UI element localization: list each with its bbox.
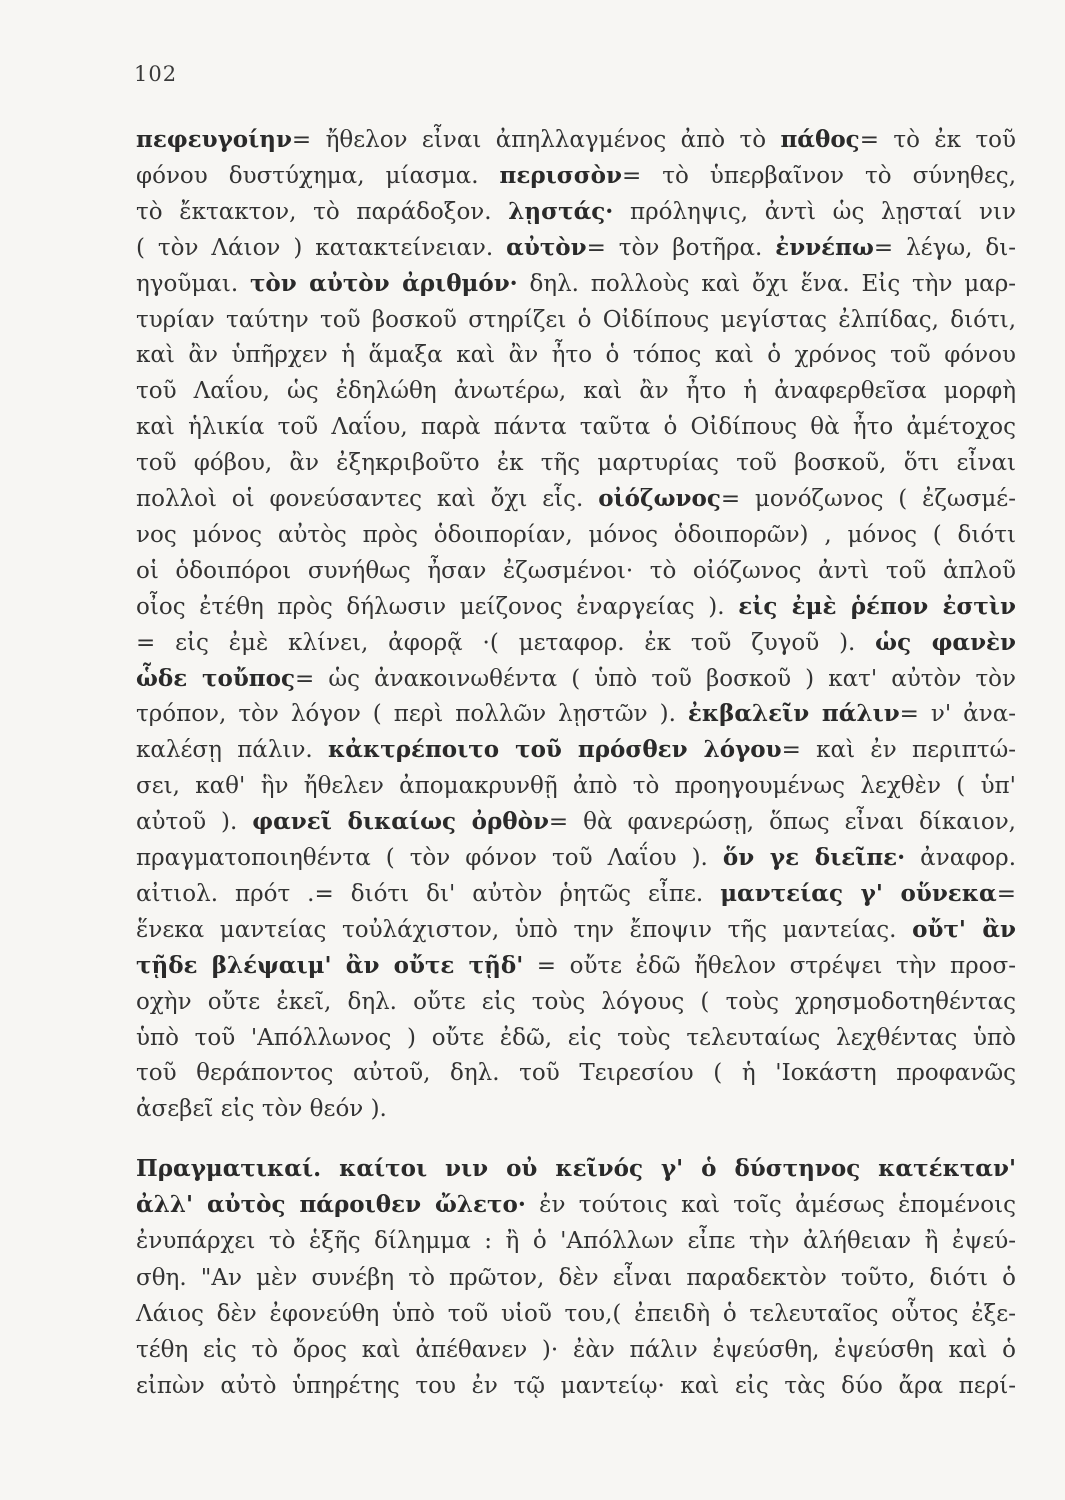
text-line [136,375,1016,407]
text-line [136,447,1016,479]
text-segment: = ὡς ἀνακοινωθέντα ( ὑπὸ τοῦ βοσκοῦ ) κατ' αὐτὸν τὸν [294,665,1017,692]
lemma-term: ὧδε τοὔπος [136,664,295,692]
text-segment: τυρίαν ταύτην τοῦ βοσκοῦ στηρίζει ὁ Οἰδίπους μεγίστας ἐλπίδας, διότι, [136,306,1016,333]
text-segment: = τὸ ὑπερβαῖνον τὸ σύνηθες, [621,162,1017,189]
text-segment: εἰπὼν αὐτὸ ὑπηρέτης του ἐν τῷ μαντείῳ· καὶ εἰς τὰς δύο ἄρα περί- [136,1373,1016,1400]
text-line [136,1153,1016,1185]
text-segment: ὑπὸ τοῦ 'Απόλλωνος ) οὔτε ἐδῶ, εἰς τοὺς τελευταίως λεχθέντας ὑπὸ [136,1024,1016,1051]
text-segment: τοῦ φόβου, ἂν ἐξηκριβοῦτο ἐκ τῆς μαρτυρίας τοῦ βοσκοῦ, ὅτι εἶναι [136,450,1016,477]
text-line [136,1189,1016,1221]
text-segment: καὶ ἂν ὑπῆρχεν ἡ ἅμαξα καὶ ἂν ἦτο ὁ τόπος καὶ ὁ χρόνος τοῦ φόνου [136,342,1016,369]
text-line [136,519,1016,551]
text-segment: σει, καθ' ἣν ἤθελεν ἀπομακρυνθῇ ἀπὸ τὸ προηγουμένως λεχθὲν ( ὑπ' [136,773,1016,800]
lemma-term: μαντείας γ' οὕνεκα [720,879,997,907]
text-segment: αἰτιολ. πρότ .= διότι δι' αὐτὸν ῥητῶς εἶπε. [136,880,721,907]
text-segment: φόνου δυστύχημα, μίασμα. [136,162,500,189]
text-line [136,124,1016,156]
text-line [136,878,1016,910]
text-segment: τοῦ θεράποντος αὐτοῦ, δηλ. τοῦ Τειρεσίου ( ἡ 'Ιοκάστη προφανῶς [136,1060,1016,1087]
text-segment: τρόπον, τὸν λόγον ( περὶ πολλῶν λῃστῶν ). [136,701,688,728]
text-line [136,1334,1016,1366]
text-line [136,806,1016,838]
text-line [136,770,1016,802]
text-segment: = εἰς ἐμὲ κλίνει, ἀφορᾷ ·( μεταφορ. ἐκ τοῦ ζυγοῦ ). [136,629,876,656]
lemma-term: φανεῖ δικαίως ὀρθὸν [252,808,549,836]
text-segment: ηγοῦμαι. [136,270,250,297]
lemma-term: λῃστάς· [508,197,614,225]
text-line [136,698,1016,730]
lemma-term: ἐκβαλεῖν πάλιν [687,700,900,728]
text-segment: = ν' ἀνα- [899,701,1017,728]
text-segment: ἐν τούτοις καὶ τοῖς ἀμέσως ἑπομένοις [525,1192,1016,1219]
lemma-term: ἀλλ' αὐτὸς πάροιθεν ὤλετο· [136,1191,526,1219]
lemma-term: οἰόζωνος [598,485,721,512]
text-line [136,1370,1016,1402]
text-segment: ( τὸν Λάιον ) κατακτείνειαν. [136,234,507,261]
text-segment: τέθη εἰς τὸ ὄρος καὶ ἀπέθανεν )· ἐὰν πάλιν ἐψεύσθη, ἐψεύσθη καὶ ὁ [136,1337,1016,1363]
text-line [136,268,1016,300]
lemma-term: τὸν αὐτὸν ἀριθμόν· [249,269,518,297]
page-number: 102 [134,62,178,86]
lemma-term: τῇδε βλέψαιμ' ἂν οὔτε τῇδ' [136,951,524,979]
lemma-term: ὡς φανὲν [875,628,1016,656]
text-line [136,1298,1016,1330]
text-segment: σθη. "Αν μὲν συνέβη τὸ πρῶτον, δὲν εἶναι παραδεκτὸν τοῦτο, διότι ὁ [136,1264,1016,1291]
lemma-term: περισσὸν [499,161,622,189]
text-line [136,1093,1016,1125]
lemma-term: αὐτὸν [506,233,587,261]
text-line [136,627,1016,659]
lemma-term: Πραγματικαί. καίτοι νιν οὐ κεῖνός γ' ὁ δύστηνος κατέκταν' [136,1155,1016,1182]
text-segment: αὐτοῦ ). [136,809,253,836]
text-segment: δηλ. πολλοὺς καὶ ὄχι ἕνα. Εἰς τὴν μαρ- [517,270,1016,297]
text-segment: ἕνεκα μαντείας τοὐλάχιστον, ὑπὸ την ἔποψιν τῆς μαντείας. [136,916,913,943]
text-line [136,304,1016,336]
text-line [136,232,1016,264]
text-segment: τὸ ἔκτακτον, τὸ παράδοξον. [136,198,509,225]
text-segment: οἶος ἐτέθη πρὸς δήλωσιν μείζονος ἐναργείας ). [136,593,739,620]
text-segment: = [996,880,1016,907]
text-line [136,339,1016,371]
text-line [136,842,1016,874]
text-segment: ἀναφορ. [905,845,1017,871]
text-segment: = ἤθελον εἶναι ἀπηλλαγμένος ἀπὸ τὸ [291,127,781,153]
lemma-term: ὅν γε διεῖπε· [722,844,906,871]
text-segment: πολλοὶ οἱ φονεύσαντες καὶ ὄχι εἷς. [136,486,599,512]
text-segment: = θὰ φανερώσῃ, ὅπως εἶναι δίκαιον, [548,809,1016,836]
lemma-term: πάθος [780,126,860,153]
text-segment: = τὸν βοτῆρα. [586,234,776,261]
text-segment: πρόληψις, ἀντὶ ὡς λῃσταί νιν [613,198,1016,225]
text-segment: Λάιος δὲν ἐφονεύθη ὑπὸ τοῦ υἱοῦ του,( ἐπειδὴ ὁ τελευταῖος οὗτος ἐξε- [136,1300,1016,1327]
text-segment: = οὔτε ἐδῶ ἤθελον στρέψει τὴν προσ- [523,952,1016,979]
text-line [136,196,1016,228]
text-segment: καὶ ἡλικία τοῦ Λαΐου, παρὰ πάντα ταῦτα ὁ Οἰδίπους θὰ ἦτο ἀμέτοχος [136,414,1016,441]
text-line [136,1022,1016,1054]
text-line [136,555,1016,587]
text-segment: οχὴν οὔτε ἐκεῖ, δηλ. οὔτε εἰς τοὺς λόγους ( τοὺς χρησμοδοτηθέντας [136,988,1016,1015]
text-line [136,986,1016,1018]
lemma-term: κἀκτρέποιτο τοῦ πρόσθεν λόγου [328,736,782,764]
text-line [136,160,1016,192]
text-line [136,914,1016,946]
text-segment: καλέσῃ πάλιν. [136,737,329,764]
text-line [136,734,1016,766]
text-segment: τοῦ Λαΐου, ὡς ἐδηλώθη ἀνωτέρω, καὶ ἂν ἦτο ἡ ἀναφερθεῖσα μορφὴ [136,378,1016,405]
text-segment: ἀσεβεῖ εἰς τὸν θεόν ). [136,1096,387,1123]
text-segment: οἱ ὁδοιπόροι συνήθως ἦσαν ἐζωσμένοι· τὸ οἰόζωνος ἀντὶ τοῦ ἁπλοῦ [136,557,1016,584]
text-segment: = τὸ ἐκ τοῦ [859,127,1016,153]
text-line [136,1262,1016,1294]
lemma-term: εἰς ἐμὲ ῥέπον ἐστὶν [738,592,1016,620]
text-line [136,591,1016,623]
text-segment: = μονόζωνος ( ἐζωσμέ- [720,486,1016,512]
text-line [136,950,1016,982]
text-line [136,483,1016,515]
text-line [136,411,1016,443]
text-segment: ἐνυπάρχει τὸ ἑξῆς δίλημμα : ἢ ὁ 'Απόλλων εἶπε τὴν ἀλήθειαν ἢ ἐψεύ- [136,1228,1016,1255]
text-line [136,663,1016,695]
text-segment: νος μόνος αὐτὸς πρὸς ὁδοιπορίαν, μόνος ὁδοιπορῶν) , μόνος ( διότι [136,521,1016,548]
text-segment: = λέγω, δι- [873,234,1016,261]
text-segment: = καὶ ἐν περιπτώ- [781,737,1016,764]
text-line [136,1057,1016,1089]
lemma-term: πεφευγοίην [136,126,292,153]
text-line [136,1225,1016,1257]
lemma-term: ἐννέπω [775,233,874,261]
text-segment: πραγματοποιηθέντα ( τὸν φόνον τοῦ Λαΐου ). [136,845,723,871]
lemma-term: οὔτ' ἂν [912,915,1016,943]
